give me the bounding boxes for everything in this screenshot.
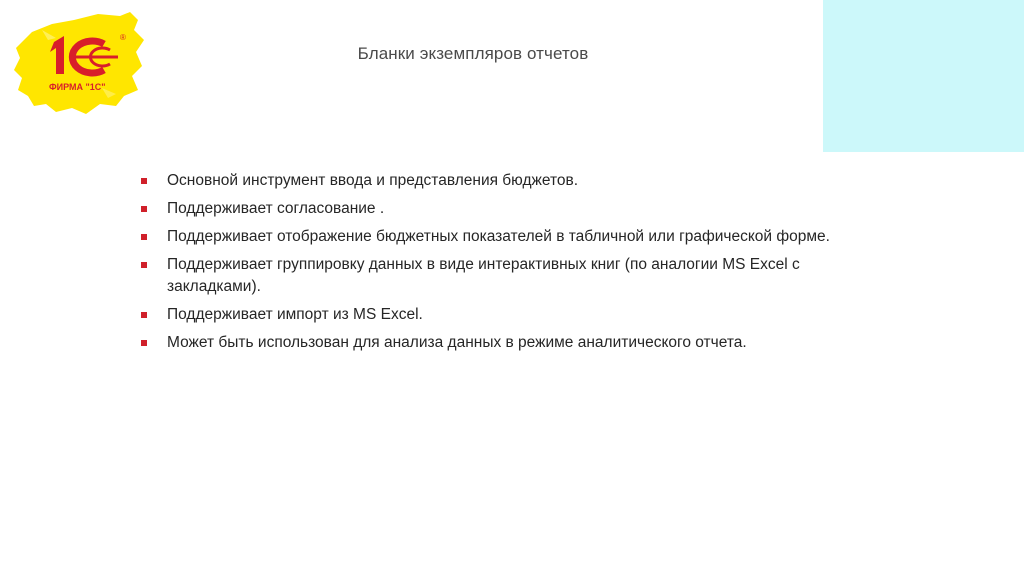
bullet-item xyxy=(140,332,860,354)
bullet-list xyxy=(140,170,860,360)
bullet-marker xyxy=(141,178,147,184)
bullet-item xyxy=(140,198,860,220)
bullet-text: Поддерживает отображение бюджетных показателей в табличной или графической форме. xyxy=(167,228,830,245)
bullet-text: Поддерживает согласование . xyxy=(167,200,385,217)
bullet-text: Поддерживает группировку данных в виде интерактивных книг (по аналогии MS Excel с закладками). xyxy=(167,256,800,295)
bullet-item xyxy=(140,170,860,192)
corner-accent-box xyxy=(823,0,1024,152)
bullet-marker xyxy=(141,340,147,346)
bullet-text: Может быть использован для анализа данных в режиме аналитического отчета. xyxy=(167,334,747,351)
bullet-marker xyxy=(141,262,147,268)
bullet-text: Основной инструмент ввода и представления бюджетов. xyxy=(167,172,579,189)
bullet-item xyxy=(140,254,860,298)
bullet-marker xyxy=(141,234,147,240)
logo-graphic xyxy=(12,10,148,118)
registered-mark: ® xyxy=(120,33,126,42)
bullet-item xyxy=(140,304,860,326)
company-logo xyxy=(12,10,148,118)
bullet-marker xyxy=(141,206,147,212)
logo-caption: ФИРМА "1С" xyxy=(49,82,106,92)
bullet-marker xyxy=(141,312,147,318)
bullet-item xyxy=(140,226,860,248)
bullet-text: Поддерживает импорт из MS Excel. xyxy=(167,306,423,323)
slide-title: Бланки экземпляров отчетов xyxy=(357,44,589,63)
